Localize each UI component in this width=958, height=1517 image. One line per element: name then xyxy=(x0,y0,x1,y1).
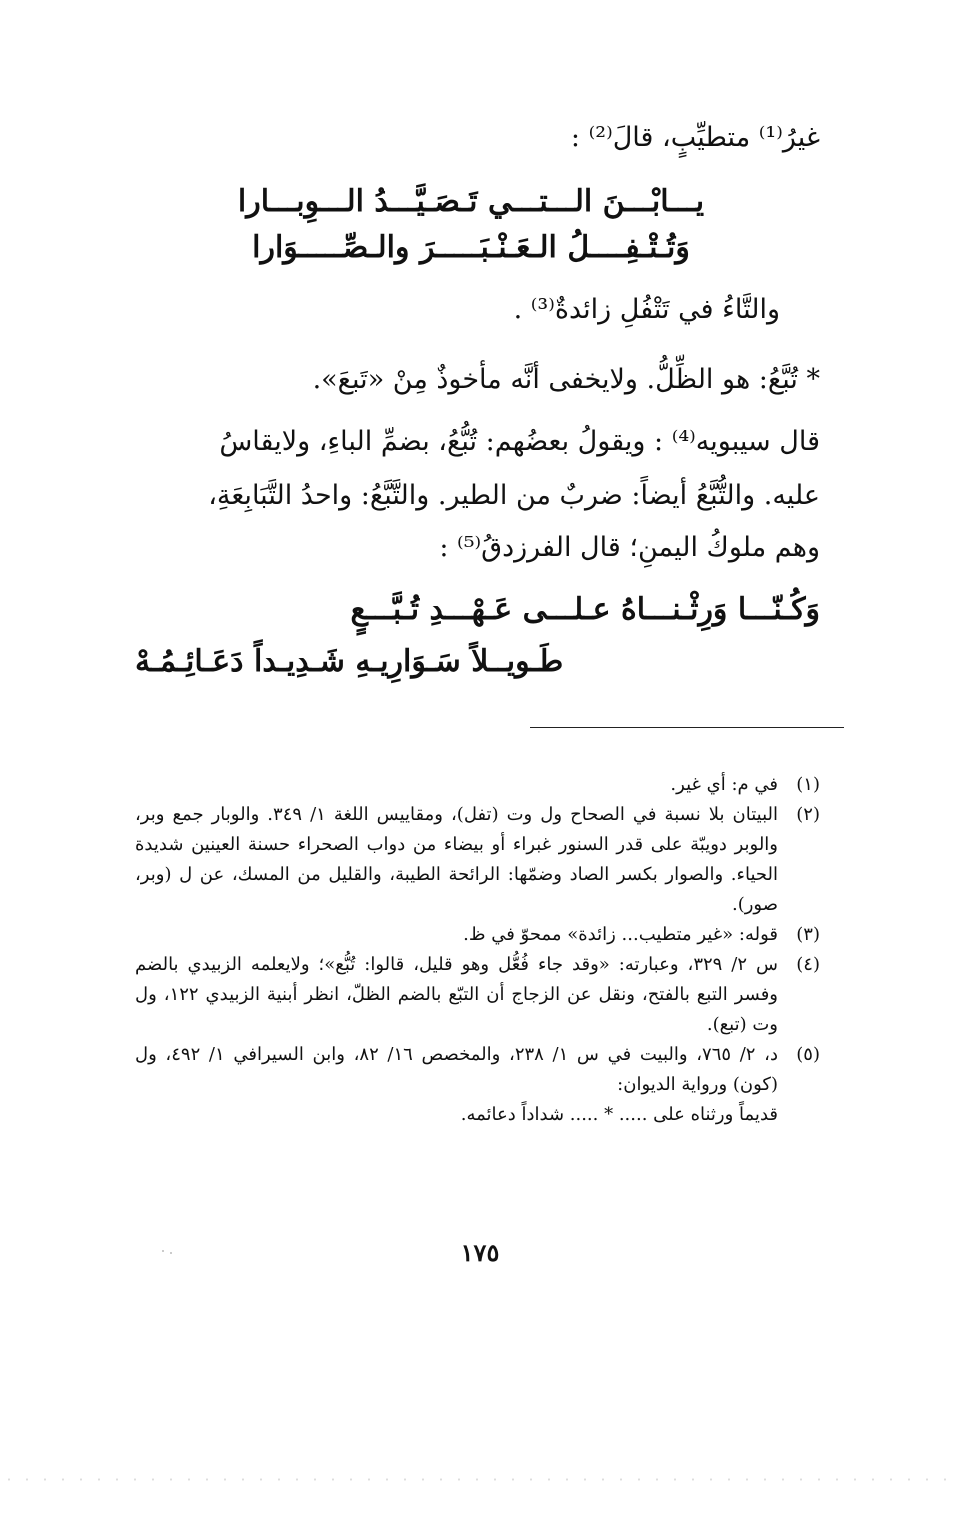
scan-speck xyxy=(170,1252,172,1254)
footnote-text: البيتان بلا نسبة في الصحاح ول وت (تفل)، ومقاييس اللغة ١/ ٣٤٩. والوبار جمع وبر، والوبر دويبّة على قدر السنور غبراء أو بيضاء من دواب الصحراء حسنة العينين شديدة الحياء. والصوار بكسر الصاد وضمّها: الرائحة الطيبة، والقليل من المسك، عن ل (وبر، صور). xyxy=(135,804,779,915)
verse-line-3: وَكُـنّـــا وَرِثْـنـــاهُ عـلـــى عَـهْـــدِ تُـبَّـــعٍ xyxy=(350,592,820,627)
footnote-separator xyxy=(530,727,844,728)
verse-line-1: يـــابْـــنَ الـــتـــي تَـصَـيَّـــدُ الـــوِبـــارا xyxy=(237,184,705,219)
scan-edge-dots xyxy=(0,1478,958,1481)
footnote-number: (٤) xyxy=(796,954,820,975)
footnote-5 xyxy=(135,1040,820,1130)
footnote-text: في م: أي غير. xyxy=(670,774,778,795)
footnotes xyxy=(135,770,820,1130)
footnote-number: (٢) xyxy=(796,804,820,825)
scan-speck xyxy=(162,1250,164,1252)
text-line-taa: والتَّاءُ في تَتْفُلِ زائدةٌ⁽³⁾ . xyxy=(513,294,780,325)
paragraph-line-2: عليه. والتُّبَّعُ أيضاً: ضربٌ من الطير. والتَّبَّعُ: واحدُ التَّبَابِعَةِ، xyxy=(208,480,820,511)
verse-line-2: وَتُـتْـفِــــلُ الـعَـنْـبَـــــرَ والـصِّـــــوَارا xyxy=(252,230,690,265)
paragraph-line-3: وهم ملوكُ اليمنِ؛ قال الفرزدقُ⁽⁵⁾ : xyxy=(439,532,820,563)
paragraph-line-1: قال سيبويه⁽⁴⁾ : ويقولُ بعضُهم: تُبُّعُ، بضمِّ الباءِ، ولايقاسُ xyxy=(219,426,820,457)
footnote-3 xyxy=(135,920,820,950)
footnote-4 xyxy=(135,950,820,1040)
headword-entry: * تُبَّعُ: هو الظِّلُّ. ولايخفى أنَّه مأخوذٌ مِنْ «تَبعَ». xyxy=(312,364,820,395)
footnote-text: س ٢/ ٣٢٩، وعبارته: «وقد جاء فُعُّل وهو قليل، قالوا: تُبُّع»؛ ولايعلمه الزبيدي بالضم وفسر التبع بالفتح، ونقل عن الزجاج أن التبّع بالضم الظلّ، انظر أبنية الزبيدي ١٢٢، ول وت (تبع). xyxy=(135,954,778,1035)
footnote-text: د، ٢/ ٧٦٥، والبيت في س ١/ ٢٣٨، والمخصص ١٦/ ٨٢، وابن السيرافي ١/ ٤٩٢، ول (كون) ورواية الديوان: xyxy=(135,1044,778,1095)
verse-line-4: طَـويــلاً سَـوَارِيـهِ شَـدِيـداً دَعَـائِـمُـهْ xyxy=(135,644,564,679)
footnote-number: (١) xyxy=(796,774,820,795)
page-number: ١٧٥ xyxy=(460,1238,500,1267)
footnote-2 xyxy=(135,800,820,920)
footnote-number: (٣) xyxy=(796,924,820,945)
footnote-text: قوله: «غير متطيب... زائدة» ممحوّ في ظ. xyxy=(463,924,778,945)
footnote-1 xyxy=(135,770,820,800)
footnote-verse-variant: قديماً ورثناه على ..... * ..... شداداً دعائمه. xyxy=(460,1104,778,1125)
footnote-number: (٥) xyxy=(796,1044,820,1065)
text-line-intro: غيرُ⁽¹⁾ متطيِّبٍ، قالَ⁽²⁾ : xyxy=(570,122,820,153)
